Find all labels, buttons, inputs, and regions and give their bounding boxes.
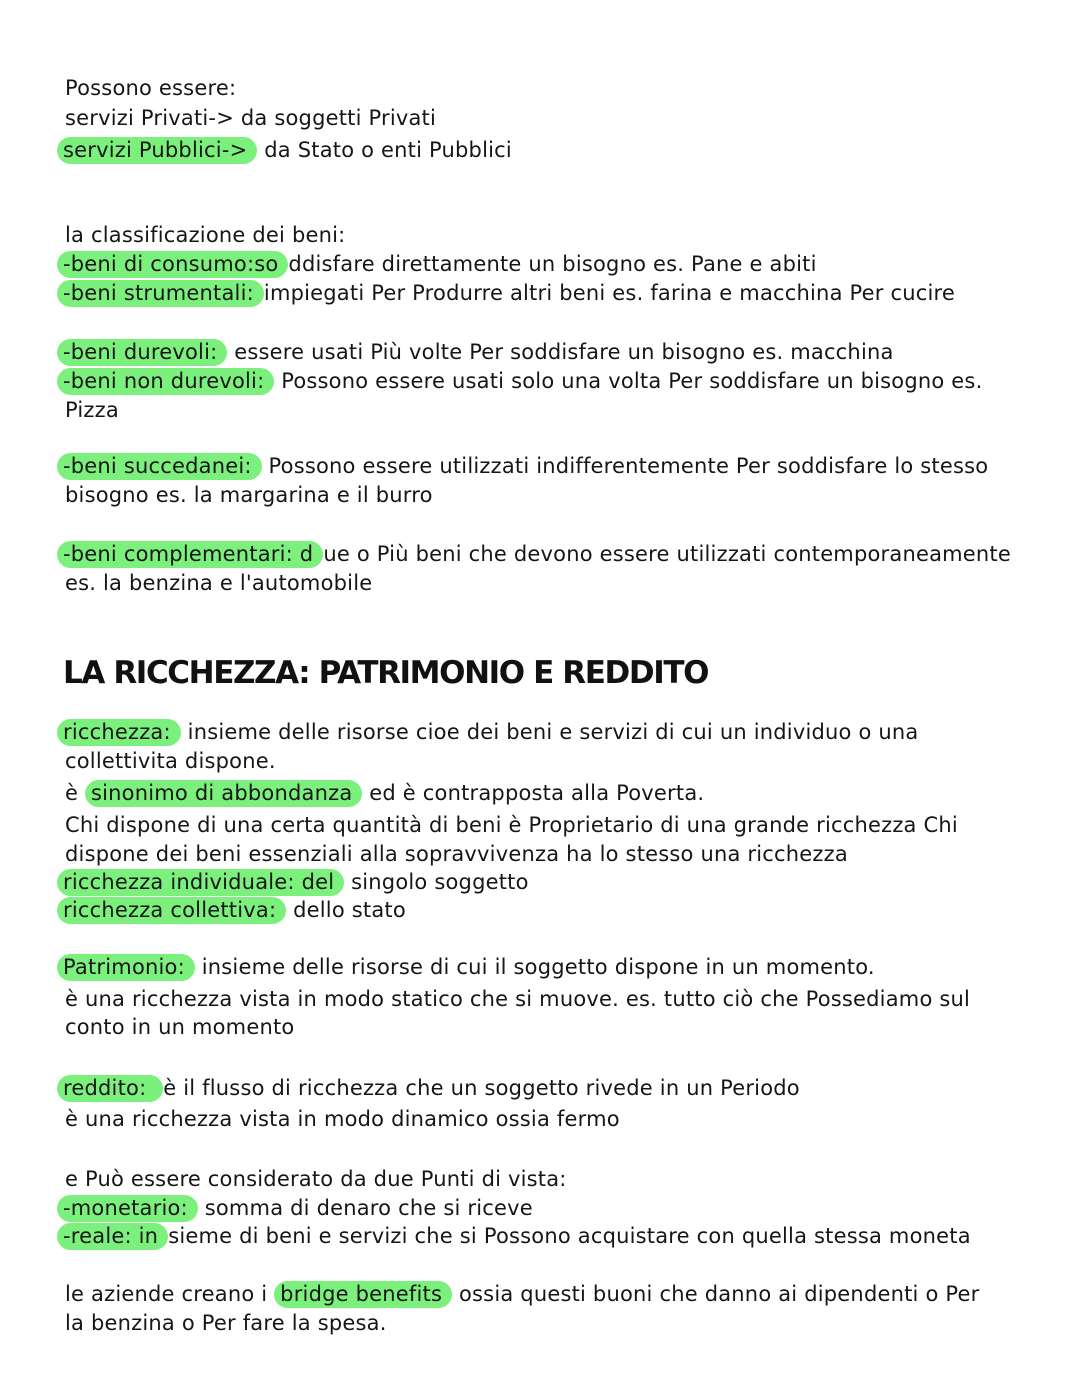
beni-durevoli-line xyxy=(65,339,894,366)
ricchezza-sinonimo-post: ed è contrapposta alla Poverta. xyxy=(362,781,705,805)
beni-non-durevoli-line2: Pizza xyxy=(65,398,119,422)
ricchezza-collettiva-line xyxy=(65,897,406,924)
ricchezza-highlight: ricchezza: xyxy=(57,719,181,746)
beni-strumentali-highlight: -beni strumentali: xyxy=(57,280,264,307)
monetario-highlight: -monetario: xyxy=(57,1195,198,1222)
reddito-line xyxy=(65,1075,800,1102)
section-title: LA RICCHEZZA: PATRIMONIO E REDDITO xyxy=(63,655,709,691)
beni-succedanei-highlight: -beni succedanei: xyxy=(57,453,262,480)
ricchezza-line xyxy=(65,719,918,746)
patrimonio-highlight: Patrimonio: xyxy=(57,954,195,981)
ricchezza-sinonimo-pre: è xyxy=(65,781,85,805)
aziende-line xyxy=(65,1281,979,1308)
patrimonio-line3: conto in un momento xyxy=(65,1015,295,1039)
beni-consumo-text: ddisfare direttamente un bisogno es. Pane e abiti xyxy=(288,252,817,276)
punti-vista-intro: e Può essere considerato da due Punti di vista: xyxy=(65,1167,567,1191)
beni-consumo-line xyxy=(65,251,817,278)
ricchezza-text: insieme delle risorse cioe dei beni e servizi di cui un individuo o una xyxy=(180,720,919,744)
beni-succedanei-text: Possono essere utilizzati indifferentemente Per soddisfare lo stesso xyxy=(261,454,989,478)
aziende-line2: la benzina o Per fare la spesa. xyxy=(65,1311,387,1335)
ricchezza-sinonimo-line xyxy=(65,780,704,807)
ricchezza-collettiva-highlight: ricchezza collettiva: xyxy=(57,897,286,924)
beni-complementari-highlight: -beni complementari: d xyxy=(57,541,323,568)
beni-non-durevoli-highlight: -beni non durevoli: xyxy=(57,368,274,395)
beni-durevoli-text: essere usati Più volte Per soddisfare un bisogno es. macchina xyxy=(227,340,894,364)
ricchezza-line5: dispone dei beni essenziali alla sopravvivenza ha lo stesso una ricchezza xyxy=(65,842,848,866)
reddito-line2: è una ricchezza vista in modo dinamico ossia fermo xyxy=(65,1107,620,1131)
ricchezza-line4: Chi dispone di una certa quantità di beni è Proprietario di una grande ricchezza Chi xyxy=(65,813,958,837)
servizi-privati-text: da soggetti Privati xyxy=(234,106,437,130)
beni-consumo-highlight: -beni di consumo:so xyxy=(57,251,288,278)
beni-succedanei-line2: bisogno es. la margarina e il burro xyxy=(65,483,433,507)
ricchezza-individuale-text: singolo soggetto xyxy=(344,870,529,894)
aziende-post: ossia questi buoni che danno ai dipendenti o Per xyxy=(452,1282,980,1306)
monetario-line xyxy=(65,1195,533,1222)
reddito-text: è il flusso di ricchezza che un soggetto rivede in un Periodo xyxy=(163,1076,800,1100)
servizi-pubblici-text: da Stato o enti Pubblici xyxy=(257,138,512,162)
ricchezza-line2: collettivita dispone. xyxy=(65,749,276,773)
sinonimo-highlight: sinonimo di abbondanza xyxy=(85,780,362,807)
patrimonio-line xyxy=(65,954,875,981)
reale-line xyxy=(65,1223,971,1250)
beni-strumentali-line xyxy=(65,280,955,307)
aziende-pre: le aziende creano i xyxy=(65,1282,275,1306)
reale-text: sieme di beni e servizi che si Possono acquistare con quella stessa moneta xyxy=(168,1224,971,1248)
beni-durevoli-highlight: -beni durevoli: xyxy=(57,339,227,366)
beni-strumentali-text: impiegati Per Produrre altri beni es. farina e macchina Per cucire xyxy=(263,281,955,305)
servizi-pubblici-line xyxy=(65,137,512,164)
bridge-benefits-highlight: bridge benefits xyxy=(274,1281,452,1308)
beni-succedanei-line xyxy=(65,453,988,480)
servizi-privati-label: servizi Privati-> xyxy=(65,106,234,130)
reale-highlight: -reale: in xyxy=(57,1223,168,1250)
beni-non-durevoli-line xyxy=(65,368,982,395)
beni-intro: la classificazione dei beni: xyxy=(65,223,346,247)
patrimonio-text: insieme delle risorse di cui il soggetto dispone in un momento. xyxy=(194,955,875,979)
reddito-highlight: reddito: xyxy=(57,1075,163,1102)
ricchezza-individuale-line xyxy=(65,869,529,896)
patrimonio-line2: è una ricchezza vista in modo statico che si muove. es. tutto ciò che Possediamo sul xyxy=(65,987,971,1011)
beni-complementari-line2: es. la benzina e l'automobile xyxy=(65,571,373,595)
monetario-text: somma di denaro che si riceve xyxy=(197,1196,533,1220)
ricchezza-collettiva-text: dello stato xyxy=(286,898,406,922)
servizi-privati-line xyxy=(65,105,436,132)
servizi-pubblici-highlight: servizi Pubblici-> xyxy=(57,137,257,164)
ricchezza-individuale-highlight: ricchezza individuale: del xyxy=(57,869,344,896)
beni-non-durevoli-text: Possono essere usati solo una volta Per soddisfare un bisogno es. xyxy=(274,369,983,393)
beni-complementari-line xyxy=(65,541,1011,568)
beni-complementari-text: ue o Più beni che devono essere utilizzati contemporaneamente xyxy=(323,542,1011,566)
servizi-intro: Possono essere: xyxy=(65,76,237,100)
